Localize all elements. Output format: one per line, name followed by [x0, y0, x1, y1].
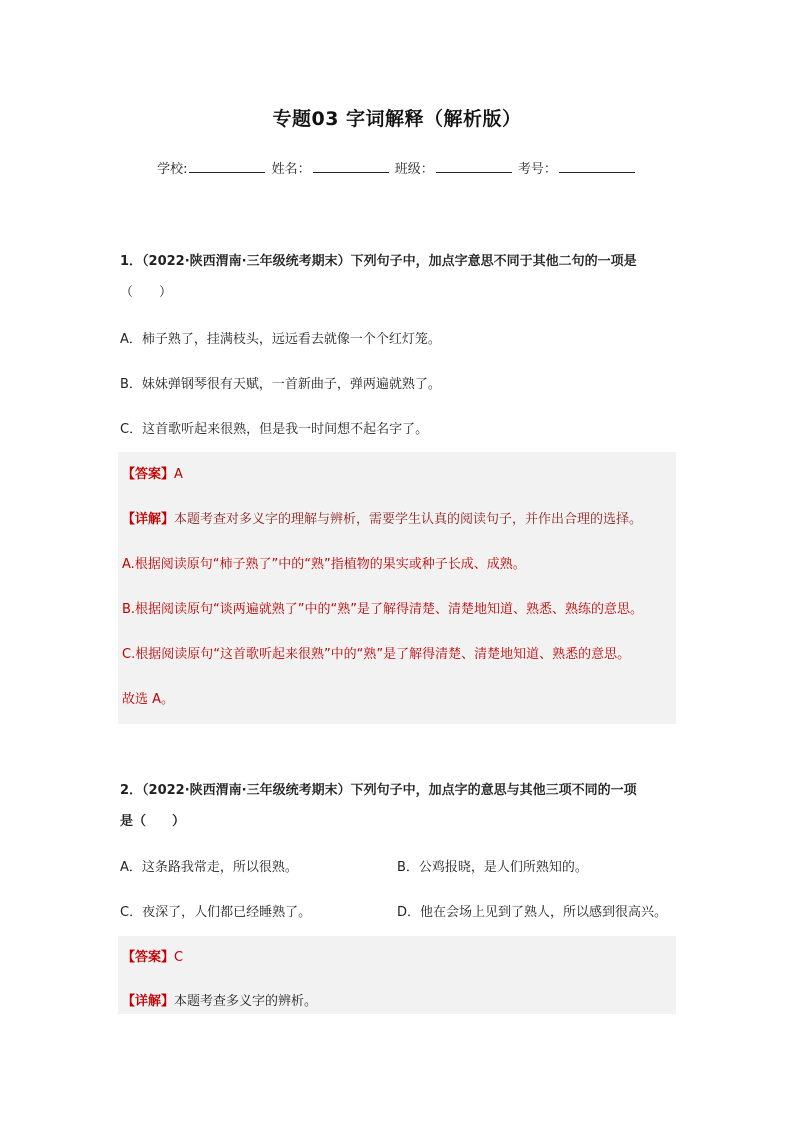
q1-explain-a: A.根据阅读原句“柿子熟了”中的“熟”指植物的果实或种子长成、成熟。 [122, 557, 526, 572]
question-1-paren: （ ） [120, 285, 173, 300]
question-1-stem [120, 250, 676, 269]
q1-detail-line [122, 508, 642, 527]
student-info-line [0, 158, 794, 177]
q1-option-b: B．妹妹弹钢琴很有天赋，一首新曲子，弹两遍就熟了。 [120, 377, 441, 392]
class-label: 班级： [394, 162, 434, 177]
detail-text: 本题考查对多义字的理解与辨析，需要学生认真的阅读句子，并作出合理的选择。 [174, 512, 643, 527]
q1-explain-c: C.根据阅读原句“这首歌听起来很熟”中的“熟”是了解得清楚、清楚地知道、熟悉的意思。 [122, 647, 631, 662]
answer-value: A [174, 467, 183, 482]
question-2-stem-cont [120, 810, 676, 829]
q1-conclusion: 故选 A。 [122, 692, 175, 707]
q1-option-a: A．柿子熟了，挂满枝头，远远看去就像一个个红灯笼。 [120, 332, 441, 347]
detail-tag: 【详解】 [122, 512, 175, 527]
question-number: 1． [120, 254, 143, 269]
q2-answer-box [118, 936, 676, 1014]
page-title: 专题03 字词解释（解析版） [272, 108, 522, 130]
name-label: 姓名： [271, 162, 311, 177]
question-source: （2022·陕西渭南·三年级统考期末） [142, 254, 351, 269]
school-label: 学校: [157, 162, 188, 177]
class-blank[interactable] [436, 160, 512, 173]
q1-option-c: C．这首歌听起来很熟，但是我一时间想不起名字了。 [120, 422, 429, 437]
q2-option-d: D．他在会场上见到了熟人，所以感到很高兴。 [397, 905, 668, 920]
q2-answer-line [122, 946, 183, 965]
q1-answer-box [118, 452, 676, 724]
answer-tag: 【答案】 [122, 467, 175, 482]
q1-answer-line [122, 463, 183, 482]
q2-option-a: A．这条路我常走，所以很熟。 [120, 860, 298, 875]
q1-explain-b: B.根据阅读原句“谈两遍就熟了”中的“熟”是了解得清楚、清楚地知道、熟悉、熟练的意思。 [122, 602, 643, 617]
q2-detail-line [122, 990, 317, 1009]
detail-text: 本题考查多义字的辨析。 [174, 994, 318, 1009]
question-source: （2022·陕西渭南·三年级统考期末） [142, 783, 351, 798]
question-number: 2． [120, 783, 143, 798]
id-label: 考号： [517, 162, 557, 177]
question-text: 下列句子中，加点字意思不同于其他二句的一项是 [350, 254, 637, 269]
question-text: 下列句子中，加点字的意思与其他三项不同的一项 [350, 783, 637, 798]
question-2-stem [120, 779, 676, 798]
id-blank[interactable] [559, 160, 635, 173]
answer-value: C [174, 950, 184, 965]
detail-tag: 【详解】 [122, 994, 175, 1009]
question-text-cont: 是（ ） [120, 814, 186, 829]
name-blank[interactable] [313, 160, 389, 173]
q2-option-c: C．夜深了，人们都已经睡熟了。 [120, 905, 312, 920]
school-blank[interactable] [189, 160, 265, 173]
q2-option-b: B．公鸡报晓，是人们所熟知的。 [397, 860, 588, 875]
answer-tag: 【答案】 [122, 950, 175, 965]
